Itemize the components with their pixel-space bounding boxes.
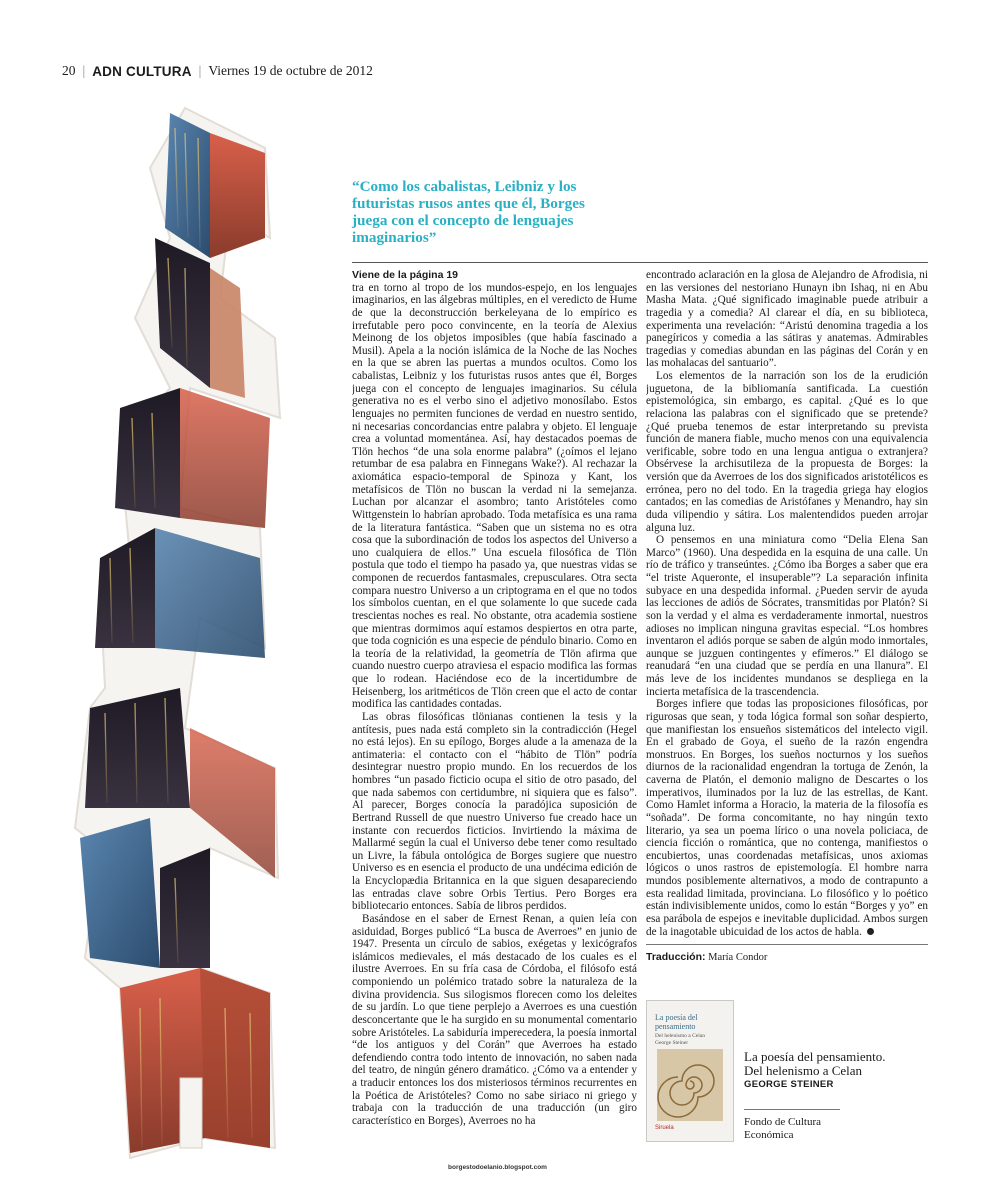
book-cover-publisher: Siruela bbox=[655, 1125, 674, 1131]
translation-label: Traducción: bbox=[646, 951, 706, 963]
pull-quote: “Como los cabalistas, Leibniz y los futuristas rusos antes que él, Borges juega con el concepto de lenguajes imaginarios” bbox=[352, 178, 585, 246]
header-separator: | bbox=[82, 63, 86, 78]
article-paragraph: Las obras filosóficas tlönianas contienen la tesis y la antítesis, pues nada está completo sin la contradicción (Hegel no está lejos). En su epílogo, Borges alude a la amenaza de la antimateria: el contacto con el “hábito de Tlön” podría desintegrar nuestro propio mundo. En los recuerdos de los hombres “un pasado ficticio ocupa el sitio de otro pasado, del que nada sabemos con certidumbre, ni siquiera que es falso”. Al parecer, Borges conocía la paradójica suposición de Bertrand Russell de que nuestro Universo fue creado hace un instante con recuerdos ficticios. Invirtiendo la máxima de Mallarmé según la cual el Universo debe tener como resultado un Livre, la fábula ontológica de Borges sugiere que nuestro Universo es en esencia el producto de una undécima edición de la Encyclopædia Britannica en la que siguen desapareciendo las entradas clave sobre Orbis Tertius. Pero Borges era bibliotecario entonces. Sabía de libros perdidos. bbox=[352, 710, 637, 913]
article-column-2 bbox=[646, 269, 928, 949]
publication-date: Viernes 19 de octubre de 2012 bbox=[208, 63, 373, 78]
continued-from-label: Viene de la página 19 bbox=[352, 269, 459, 281]
header-separator: | bbox=[198, 63, 202, 78]
article-paragraph: O pensemos en una miniatura como “Delia Elena San Marco” (1960). Una despedida en la esquina de una calle. Un río de tráfico y transeúntes. ¿Cómo iba Borges a saber que era “el triste Aqueronte, el insuperable”? La separación infinita subyace en una despedida informal. ¿Pueden servir de ayuda las lecciones de adiós de Sócrates, transmitidas por Platón? Si son la verdad y el alma es verdaderamente inmortal, nuestros adioses no implican ninguna gravitas especial. “Los hombres inventaron el adiós porque se saben de algún modo inmortales, aunque se juzguen contingentes y efímeros.” El diálogo se reanudará “en una ciudad que se perdía en una llanura”. El más leve de los incidentes mundanos se despliega en la incierta metafísica de la trascendencia. bbox=[646, 534, 928, 698]
book-info bbox=[744, 1050, 894, 1090]
book-title: La poesía del pensamiento. Del helenismo a Celan bbox=[744, 1049, 886, 1078]
translation-credit bbox=[646, 951, 767, 963]
article-paragraph: tra en torno al tropo de los mundos-espejo, en los lenguajes imaginarios, en las álgebras múltiples, en el veredicto de Hume de que la deconstrucción berkeleyana de lo empírico es irrefutable pero poco convincente, en la teoría de Alexius Meinong de los objetos imposibles (que había fascinado a Musil). Apela a la noción islámica de la Noche de las Noches en la que se abren las puertas a mundos ocultos. Como los cabalistas, Leibniz y los futuristas rusos antes que él, Borges juega con el concepto de lenguajes imaginarios. Su célula generativa no es el verbo sino el adjetivo monosílabo. Estos lenguajes no permiten funciones de verdad en nuestro sentido, ni necesarias concordancias entre palabra y objeto. El lenguaje crea a voluntad momentánea. Así, hay destacados poemas de Tlön hechos “de una sola enorme palabra” (¿oímos el lejano retumbar de esa palabra en Finnegans Wake?). Al rechazar la axiomática espacio-temporal de Spinoza y Kant, los metafísicos de Tlön no buscan la verdad ni la semejanza. Luchan por alcanzar el asombro; tanto Aristóteles como Wittgenstein lo habrían aprobado. Toda metafísica es una rama de la literatura fantástica. “Saben que un sistema no es otra cosa que la subordinación de todos los aspectos del Universo a uno cualquiera de ellos.” Una escuela filosófica de Tlön postula que todo el tiempo ha pasado ya, que nuestras vidas se componen de recuerdos fantasmales, crepusculares. Otra secta compara nuestro Universo a un criptograma en el que no todos los símbolos cuentan, en el que solamente lo que sucede cada trescientas noches es real. No obstante, otra academia sostiene que mientras dormimos aquí estamos despiertos en otra parte, que toda cognición es una especie de péndulo binario. Como en la teoría de la relatividad, la geometría de Tlön afirma que cuando nuestro cuerpo atraviesa el espacio modifica las formas que lo rodean. Haciéndose eco de la incertidumbre de Heisenberg, los aritméticos de Tlön creen que el acto de contar modifica las cantidades contadas. bbox=[352, 281, 637, 711]
book-cover bbox=[646, 1000, 734, 1142]
book-author: GEORGE STEINER bbox=[744, 1079, 834, 1090]
book-info-divider bbox=[744, 1109, 840, 1110]
end-mark-icon bbox=[867, 928, 874, 935]
credits-divider bbox=[646, 944, 928, 945]
article-column-1 bbox=[352, 269, 637, 1149]
illustration-zigzag-tower bbox=[60, 88, 350, 1183]
book-publisher: Fondo de Cultura Económica bbox=[744, 1116, 821, 1141]
page-number: 20 bbox=[62, 63, 76, 78]
book-cover-title: La poesía del pensamiento bbox=[655, 1013, 698, 1031]
article-paragraph-last bbox=[646, 698, 928, 938]
section-name: ADN CULTURA bbox=[92, 63, 192, 79]
book-cover-spiral-icon bbox=[657, 1049, 723, 1121]
pull-quote-divider bbox=[352, 262, 928, 263]
article-paragraph: Basándose en el saber de Ernest Renan, a quien leía con asiduidad, Borges publicó “La busca de Averroes” en junio de 1947. Presenta un círculo de sabios, exégetas y lexicógrafos islámicos medievales, el más destacado de los cuales es el ilustre Averroes. En su fría casa de Córdoba, el filósofo está componiendo un polémico tratado sobre la naturaleza de la divina providencia. Sus silogismos florecen como los deleites de su jardín. Lo que tiene perplejo a Averroes es una cuestión desconcertante que le ha surgido en su monumental comentario sobre Aristóteles. La sabiduría imperecedera, la poesía inmortal “de los antiguos y del Corán” que Averroes ha estado defendiendo contra todo intento de innovación, no saben nada del teatro, de ningún género dramático. ¿Cómo va a entender y a traducir entonces los dos misteriosos términos recurrentes en la Poética de Aristóteles? Como no sabe siriaco ni griego y trabaja con la traducción de una traducción (un giro característico en Borges), Averroes no ha bbox=[352, 912, 637, 1127]
footer-url: borgestodoelanio.blogspot.com bbox=[448, 1164, 547, 1171]
book-cover-subtitle: Del helenismo a Celan bbox=[655, 1033, 705, 1039]
article-paragraph: encontrado aclaración en la glosa de Alejandro de Afrodisia, ni en las versiones del nestoriano Hunayn ibn Ishaq, ni en Abu Masha Mata. ¿Qué significado imaginable puede atribuir a tragedia y a comedia? Al clarear el día, en su biblioteca, experimenta una revelación: “Aristú denomina tragedia a los panegíricos y comedia a las sátiras y anatemas. Admirables tragedias y comedias abundan en las páginas del Corán y en las mohalacas del santuario”. bbox=[646, 269, 928, 370]
page-header bbox=[62, 61, 373, 81]
translator-name: María Condor bbox=[708, 952, 768, 963]
article-paragraph: Los elementos de la narración son los de la erudición juguetona, de la bibliomanía santificada. La cuestión epistemológica, sin embargo, es capital. ¿Qué es lo que relaciona las palabras con el significado que se pretende? ¿Qué prueba tenemos de estar interpretando su prevista función de manera fiable, mucho menos con una equivalencia verificable, sobre todo en una lengua antigua o extranjera? Obsérvese la archisutileza de la propuesta de Borges: la versión que da Averroes de los dos significados aristotélicos es errónea, pero no del todo. En la tragedia griega hay elogios cantados; en las comedias de Aristófanes y Menandro, hay sin duda vilipendio y sátira. Los malentendidos pueden arrojar alguna luz. bbox=[646, 370, 928, 534]
book-cover-author: George Steiner bbox=[655, 1040, 689, 1046]
article-paragraph-text: Borges infiere que todas las proposiciones filosóficas, por rigurosas que sean, y toda lógica formal son soñar despierto, que manifiestan los ensueños sistemáticos del intelecto vigil. En el grabado de Goya, el sueño de la razón engendra monstruos. En Borges, los sueños nocturnos y los sueños diurnos de la racionalidad engendran la tortuga de Zenón, la caverna de Platón, el demonio maligno de Descartes o los imperativos, iluminados por la luz de las estrellas, de Kant. Como Hamlet informa a Horacio, la materia de la filosofía es “soñada”. De forma concomitante, no hay ningún texto literario, ya sea un poema lírico o una novela policiaca, de ciencia ficción o romántica, que no contenga, manifiestos o encubiertos, unas coordenadas metafísicas, unos axiomas lógicos o unos rastros de epistemología. El hombre narra mundos posiblemente alternativos, a modo de contrapunto a esta realidad limitada, provinciana. Lo filosófico y lo poético están indivisiblemente unidos, como lo están “Borges y yo” en esa parábola de espejos e inevitable duplicidad. Ambos surgen de la inagotable ubicuidad de los actos de habla. bbox=[646, 698, 928, 938]
